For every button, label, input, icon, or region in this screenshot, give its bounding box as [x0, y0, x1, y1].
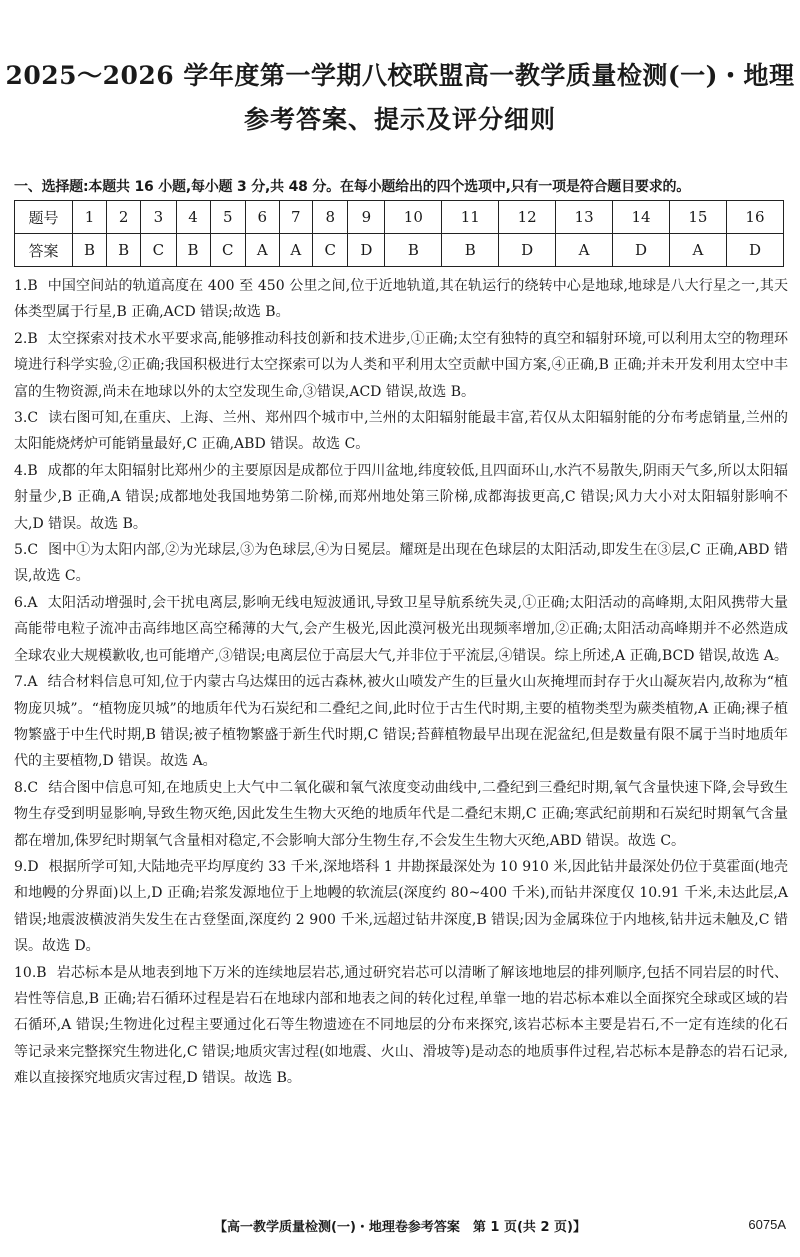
document-code: 6075A: [748, 1217, 786, 1232]
question-number-cell: 3: [141, 201, 176, 234]
item-text: 太空探索对技术水平要求高,能够推动科技创新和技术进步,①正确;太空有独特的真空和辐射环境,可以利用太空的物理环境进行科学实验,②正确;我国积极进行太空探索可以为人类和平利用太空贡献中国方案,④正确,B 正确;并未开发利用太空中丰富的生物资源,尚未在地球以外的太空发现生命,③错误,ACD 错误,故选 B。: [14, 330, 788, 400]
answer-cell: B: [385, 234, 442, 267]
answer-cell: B: [176, 234, 210, 267]
item-answer: C: [27, 410, 39, 427]
explanation-item: [14, 326, 788, 405]
item-number: 3.: [14, 410, 28, 427]
item-number: 4.: [14, 462, 28, 479]
item-number: 1.: [14, 278, 28, 294]
answer-cell: B: [442, 234, 499, 267]
question-number-cell: 9: [348, 201, 385, 234]
question-number-cell: 2: [107, 201, 141, 234]
explanation-item: [14, 960, 788, 1092]
question-number-cell: 15: [669, 201, 726, 234]
answer-cell: A: [245, 234, 279, 267]
answer-cell: D: [348, 234, 385, 267]
question-number-cell: 7: [279, 201, 313, 234]
explanation-item: [14, 775, 788, 854]
explanation-list: [14, 273, 788, 1092]
item-text: 根据所学可知,大陆地壳平均厚度约 33 千米,深地塔科 1 井勘探最深处为 10 910 米,因此钻井最深处仍位于莫霍面(地壳和地幔的分界面)以上,D 正确;岩浆发源地位于上地幔的软流层(深度约 80~400 千米),而钻井深度仅 10.91 千米,未达此层,A 错误;地震波横波消失发生在古登堡面,深度约 2 900 千米,远超过钻井深度,B 错误;因为金属珠位于内地核,钻井远未触及,C 错误。故选 D。: [14, 858, 788, 955]
item-answer: A: [27, 594, 38, 611]
answer-cell: D: [613, 234, 670, 267]
document-title: 2025～2026 学年度第一学期八校联盟高一教学质量检测(一)・地理: [5, 61, 795, 90]
question-number-cell: 8: [313, 201, 348, 234]
explanation-item: [14, 405, 788, 458]
answer-cell: B: [73, 234, 107, 267]
question-number-cell: 11: [442, 201, 499, 234]
item-text: 太阳活动增强时,会干扰电离层,影响无线电短波通讯,导致卫星导航系统失灵,①正确;太阳活动的高峰期,太阳风携带大量高能带电粒子流冲击高纬地区高空稀薄的大气,会产生极光,因此漠河极光出现频率增加,②正确;太阳活动高峰期并不必然造成全球农业大规模歉收,也可能增产,③错误;电离层位于高层大气,并非位于平流层,④错误。综上所述,A 正确,BCD 错误,故选 A。: [14, 594, 788, 664]
item-answer: A: [27, 674, 38, 691]
question-number-cell: 4: [176, 201, 210, 234]
item-number: 8.: [14, 779, 28, 796]
answer-cell: A: [669, 234, 726, 267]
answer-cell: D: [499, 234, 556, 267]
explanation-item: [14, 537, 788, 590]
question-number-cell: 16: [726, 201, 783, 234]
explanation-item: [14, 458, 788, 537]
explanation-item: [14, 590, 788, 669]
answer-cell: C: [210, 234, 245, 267]
question-number-cell: 13: [556, 201, 613, 234]
answer-cell: B: [107, 234, 141, 267]
explanation-item: [14, 854, 788, 960]
table-header-cell: 题号: [15, 201, 73, 234]
question-number-cell: 5: [210, 201, 245, 234]
item-answer: C: [27, 779, 39, 796]
explanation-item: [14, 669, 788, 775]
explanation-item: [14, 273, 788, 326]
item-text: 中国空间站的轨道高度在 400 至 450 公里之间,位于近地轨道,其在轨运行的绕转中心是地球,地球是八大行星之一,其天体类型属于行星,B 正确,ACD 错误;故选 B。: [14, 278, 788, 321]
question-number-cell: 1: [73, 201, 107, 234]
answer-cell: C: [141, 234, 176, 267]
item-text: 岩芯标本是从地表到地下万米的连续地层岩芯,通过研究岩芯可以清晰了解该地地层的排列顺序,包括不同岩层的时代、岩性等信息,B 正确;岩石循环过程是岩石在地球内部和地表之间的转化过程,单靠一地的岩芯标本难以全面探究全球或区域的岩石循环,A 错误;生物进化过程主要通过化石等生物遗迹在不同地层的分布来探究,该岩芯标本主要是岩石,不一定有连续的化石等记录来完整探究生物进化,C 错误;地质灾害过程(如地震、火山、滑坡等)是动态的地质事件过程,岩芯标本是静态的岩石记录,难以直接探究地质灾害过程,D 错误。故选 B。: [14, 964, 788, 1087]
item-number: 10.: [14, 964, 37, 981]
item-answer: B: [27, 330, 38, 347]
item-answer: B: [27, 462, 38, 479]
answer-table: [14, 200, 784, 267]
item-answer: C: [27, 542, 39, 559]
answer-cell: A: [556, 234, 613, 267]
document-subtitle: 参考答案、提示及评分细则: [243, 105, 556, 134]
item-answer: B: [27, 278, 38, 294]
table-row-answers: [15, 234, 784, 267]
item-answer: B: [36, 964, 47, 981]
question-number-cell: 12: [499, 201, 556, 234]
question-number-cell: 10: [385, 201, 442, 234]
item-text: 成都的年太阳辐射比郑州少的主要原因是成都位于四川盆地,纬度较低,且四面环山,水汽不易散失,阴雨天气多,所以太阳辐射量少,B 正确,A 错误;成都地处我国地势第二阶梯,而郑州地处第三阶梯,成都海拔更高,C 错误;风力大小对太阳辐射影响不大,D 错误。故选 B。: [14, 462, 788, 532]
item-number: 7.: [14, 674, 28, 691]
item-number: 6.: [14, 594, 28, 611]
answer-cell: D: [726, 234, 783, 267]
table-row-numbers: [15, 201, 784, 234]
item-number: 9.: [14, 858, 28, 875]
question-number-cell: 14: [613, 201, 670, 234]
item-text: 读右图可知,在重庆、上海、兰州、郑州四个城市中,兰州的太阳辐射能最丰富,若仅从太阳辐射能的分布考虑销量,兰州的太阳能烧烤炉可能销量最好,C 正确,ABD 错误。故选 C。: [14, 410, 788, 453]
answer-cell: A: [279, 234, 313, 267]
item-number: 5.: [14, 542, 28, 559]
item-number: 2.: [14, 330, 28, 347]
item-text: 结合材料信息可知,位于内蒙古乌达煤田的远古森林,被火山喷发产生的巨量火山灰掩埋而封存于火山凝灰岩内,故称为“植物庞贝城”。“植物庞贝城”的地质年代为石炭纪和二叠纪之间,此时位于古生代时期,主要的植物类型为蕨类植物,A 正确;裸子植物繁盛于中生代时期,B 错误;被子植物繁盛于新生代时期,C 错误;苔藓植物最早出现在泥盆纪,但是数量有限不属于当时地质年代的主要植物,D 错误。故选 A。: [14, 674, 788, 770]
item-answer: D: [27, 858, 39, 875]
answer-cell: C: [313, 234, 348, 267]
page-footer: 【高一教学质量检测(一)・地理卷参考答案 第 1 页(共 2 页)】: [214, 1220, 586, 1235]
item-text: 结合图中信息可知,在地质史上大气中二氧化碳和氧气浓度变动曲线中,二叠纪到三叠纪时期,氧气含量快速下降,会导致生物生存受到明显影响,导致生物灭绝,因此发生生物大灭绝的地质年代是二叠纪末期,C 正确;寒武纪前期和石炭纪时期氧气含量都在增加,侏罗纪时期氧气含量相对稳定,不会影响大部分生物生存,不会发生生物大灭绝,ABD 错误。故选 C。: [14, 779, 788, 849]
item-text: 图中①为太阳内部,②为光球层,③为色球层,④为日冕层。耀斑是出现在色球层的太阳活动,即发生在③层,C 正确,ABD 错误,故选 C。: [14, 542, 788, 585]
table-header-cell: 答案: [15, 234, 73, 267]
section-heading: 一、选择题:本题共 16 小题,每小题 3 分,共 48 分。在每小题给出的四个选项中,只有一项是符合题目要求的。: [14, 179, 691, 195]
question-number-cell: 6: [245, 201, 279, 234]
